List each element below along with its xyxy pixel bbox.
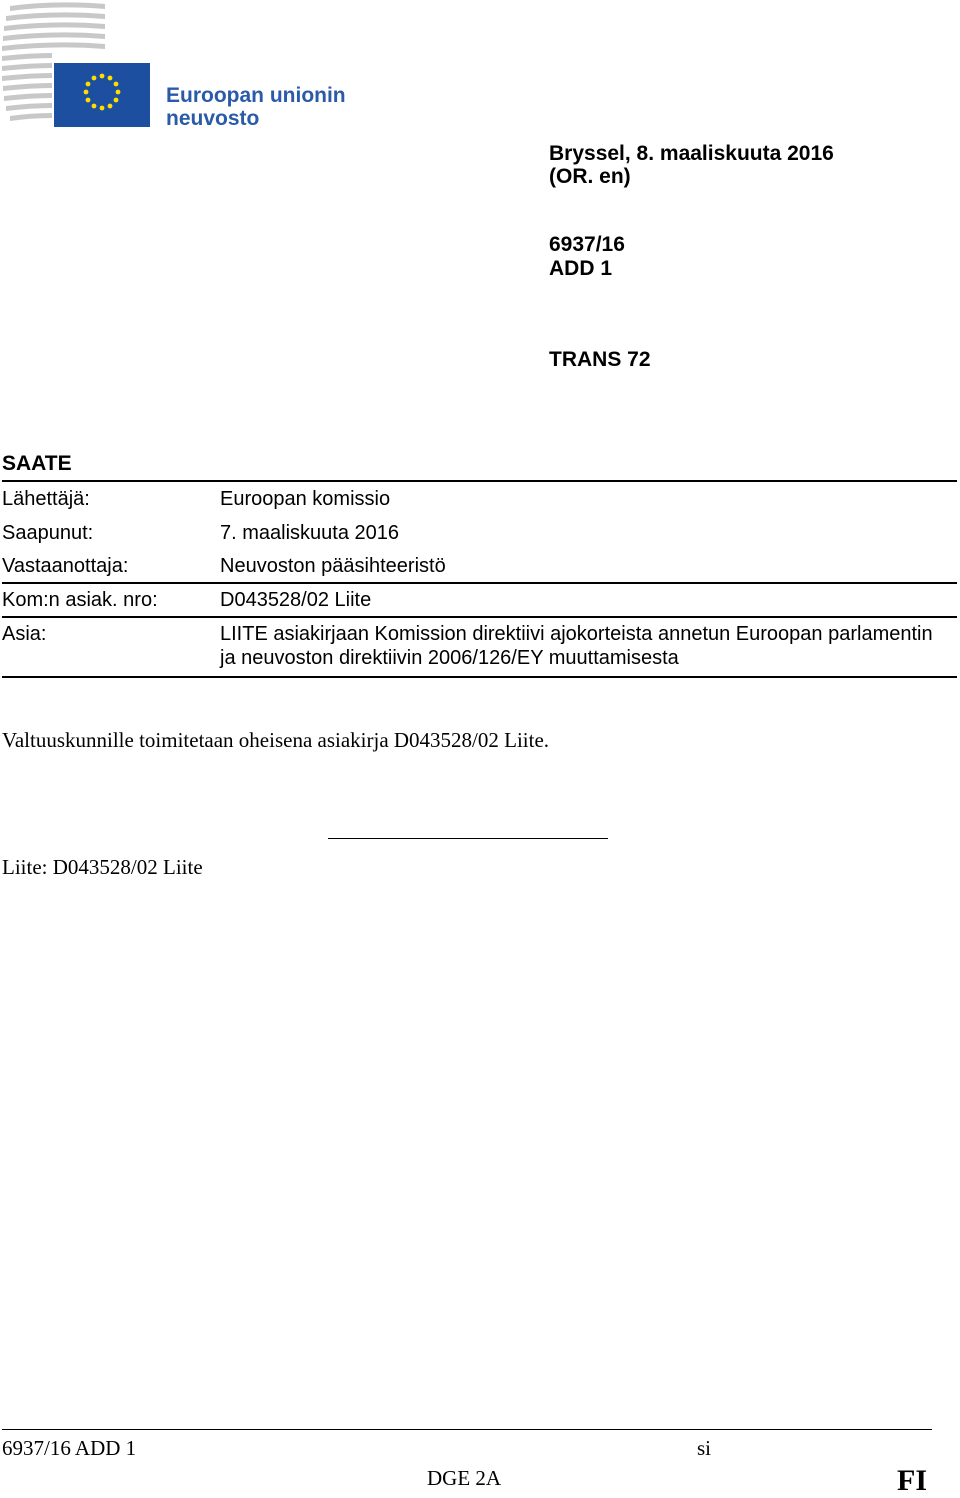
row-value: LIITE asiakirjaan Komission direktiivi ajokorteista annetun Euroopan parlamentin ja neuvoston direktiivin 2006/126/EY muuttamisesta	[220, 623, 933, 669]
divider	[2, 480, 957, 482]
row-label: Asia:	[2, 623, 47, 645]
place-date: Bryssel, 8. maaliskuuta 2016	[549, 142, 834, 165]
footer-language: FI	[897, 1464, 927, 1497]
row-value: Euroopan komissio	[220, 488, 391, 510]
footer-initials: si	[697, 1436, 712, 1460]
row-value: D043528/02 Liite	[220, 589, 372, 611]
cover-note-title: SAATE	[2, 452, 72, 475]
separator-line	[328, 838, 608, 839]
row-label: Kom:n asiak. nro:	[2, 589, 158, 611]
row-label: Lähettäjä:	[2, 488, 90, 510]
row-value: 7. maaliskuuta 2016	[220, 522, 400, 544]
org-name-line1: Euroopan unionin	[166, 84, 346, 107]
council-logo	[0, 0, 160, 132]
footer-department: DGE 2A	[427, 1466, 502, 1490]
file-code: TRANS 72	[549, 348, 651, 371]
row-label: Vastaanottaja:	[2, 555, 129, 577]
org-name	[166, 84, 346, 130]
org-name-line2: neuvosto	[166, 107, 260, 130]
divider	[2, 582, 957, 584]
original-language: (OR. en)	[549, 165, 631, 188]
footer-rule	[2, 1429, 932, 1430]
divider	[2, 676, 957, 678]
footer-reference: 6937/16 ADD 1	[2, 1436, 137, 1460]
row-value: Neuvoston pääsihteeristö	[220, 555, 446, 577]
attachment-line: Liite: D043528/02 Liite	[2, 855, 203, 879]
addendum: ADD 1	[549, 257, 613, 280]
divider	[2, 616, 957, 618]
body-text: Valtuuskunnille toimitetaan oheisena asiakirja D043528/02 Liite.	[2, 728, 550, 752]
document-number: 6937/16	[549, 233, 625, 256]
row-label: Saapunut:	[2, 522, 94, 544]
